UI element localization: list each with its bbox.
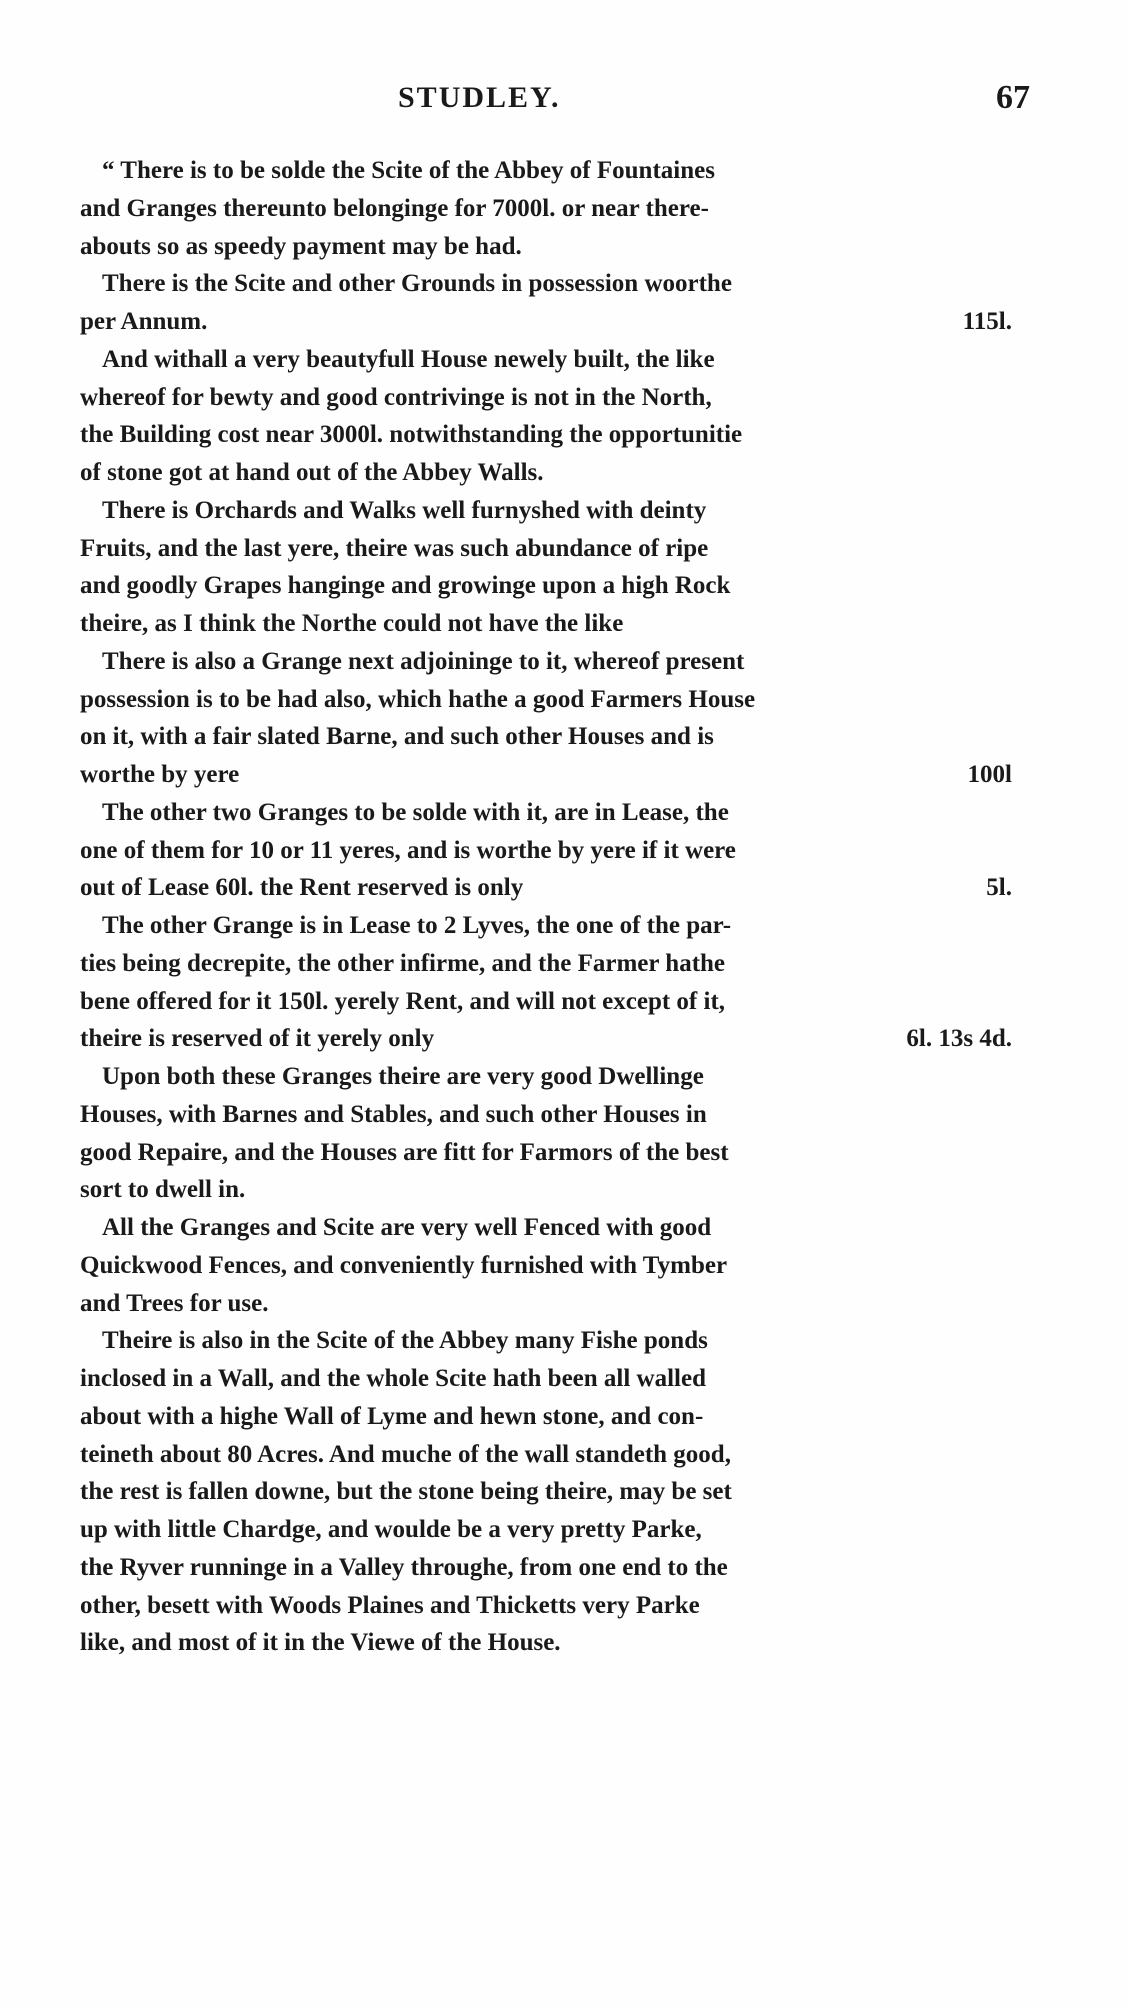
line-text: Theire is also in the Scite of the Abbey many Fishe ponds	[102, 1327, 708, 1355]
text-line	[80, 794, 1020, 832]
line-text: There is the Scite and other Grounds in possession woorthe	[102, 270, 732, 298]
line-text: the rest is fallen downe, but the stone being theire, may be set	[80, 1478, 732, 1506]
line-text: Houses, with Barnes and Stables, and such other Houses in	[80, 1100, 707, 1128]
line-text: abouts so as speedy payment may be had.	[80, 232, 522, 260]
line-text: one of them for 10 or 11 yeres, and is worthe by yere if it were	[80, 836, 736, 864]
line-text: the Building cost near 3000l. notwithstanding the opportunitie	[80, 421, 743, 449]
line-text: per Annum.	[80, 308, 208, 335]
text-line	[80, 1322, 1020, 1360]
line-text: and Trees for use.	[80, 1289, 269, 1317]
line-text: whereof for bewty and good contrivinge is not in the North,	[80, 383, 712, 411]
text-line	[80, 379, 1020, 417]
line-text: up with little Chardge, and woulde be a very pretty Parke,	[80, 1516, 702, 1543]
line-text: There is Orchards and Walks well furnyshed with deinty	[102, 496, 707, 524]
line-text: All the Granges and Scite are very well Fenced with good	[102, 1214, 712, 1241]
text-line	[80, 643, 1020, 681]
line-text: sort to dwell in.	[80, 1176, 246, 1204]
text-line	[80, 1473, 1020, 1511]
text-line	[80, 1020, 1020, 1058]
text-line	[80, 605, 1020, 643]
line-text: on it, with a fair slated Barne, and such other Houses and is	[80, 723, 714, 751]
text-line	[80, 1285, 1020, 1323]
text-line	[80, 1209, 1020, 1247]
line-text: Fruits, and the last yere, theire was such abundance of ripe	[80, 534, 709, 562]
line-text: theire is reserved of it yerely only	[80, 1025, 435, 1053]
text-line	[80, 1549, 1020, 1587]
line-text: the Ryver runninge in a Valley throughe, from one end to the	[80, 1553, 728, 1581]
line-text: about with a highe Wall of Lyme and hewn stone, and con-	[80, 1402, 704, 1430]
line-text: teineth about 80 Acres. And muche of the wall standeth good,	[80, 1440, 731, 1468]
line-text: and Granges thereunto belonginge for 7000l. or near there-	[80, 194, 709, 222]
line-text: “ There is to be solde the Scite of the Abbey of Fountaines	[102, 157, 715, 184]
line-text: The other Grange is in Lease to 2 Lyves, the one of the par-	[102, 912, 732, 939]
line-text: possession is to be had also, which hathe a good Farmers House	[80, 685, 756, 713]
line-text: inclosed in a Wall, and the whole Scite hath been all walled	[80, 1365, 707, 1392]
line-text: and goodly Grapes hanginge and growinge upon a high Rock	[80, 572, 731, 600]
line-text: And withall a very beautyfull House newely built, the like	[102, 345, 715, 373]
text-line	[80, 1134, 1020, 1172]
text-line	[80, 265, 1020, 303]
text-line	[80, 303, 1020, 341]
line-text: good Repaire, and the Houses are fitt for Farmors of the best	[80, 1138, 729, 1166]
text-line	[80, 718, 1020, 756]
text-line	[80, 832, 1020, 870]
text-line	[80, 869, 1020, 907]
text-line	[80, 1360, 1020, 1398]
text-line	[80, 945, 1020, 983]
text-line	[80, 567, 1020, 605]
text-line	[80, 1398, 1020, 1436]
line-text: out of Lease 60l. the Rent reserved is only	[80, 874, 524, 902]
text-line	[80, 756, 1020, 794]
text-line	[80, 1624, 1020, 1662]
line-text: theire, as I think the Northe could not have the like	[80, 610, 624, 637]
running-title: STUDLEY.	[398, 81, 561, 114]
line-text: of stone got at hand out of the Abbey Walls.	[80, 459, 544, 486]
text-line	[80, 907, 1020, 945]
line-text: Quickwood Fences, and conveniently furnished with Tymber	[80, 1251, 728, 1279]
line-amount: 6l. 13s 4d.	[906, 1025, 1012, 1053]
text-line	[80, 190, 1020, 228]
text-line	[80, 492, 1020, 530]
line-text: Upon both these Granges theire are very good Dwellinge	[102, 1063, 704, 1090]
text-line	[80, 681, 1020, 719]
page-number: 67	[996, 79, 1030, 116]
line-amount: 5l.	[986, 874, 1012, 902]
text-line	[80, 1436, 1020, 1474]
text-line	[80, 416, 1020, 454]
text-line	[80, 1058, 1020, 1096]
line-amount: 100l	[967, 761, 1012, 788]
body-text	[80, 152, 1020, 1662]
line-text: like, and most of it in the Viewe of the House.	[80, 1629, 561, 1657]
text-line	[80, 1587, 1020, 1625]
line-amount: 115l.	[962, 308, 1012, 335]
line-text: worthe by yere	[80, 761, 240, 788]
line-text: other, besett with Woods Plaines and Thicketts very Parke	[80, 1591, 700, 1619]
text-line	[80, 228, 1020, 266]
line-text: There is also a Grange next adjoininge to it, whereof present	[102, 647, 745, 675]
text-line	[80, 1171, 1020, 1209]
text-line	[80, 1096, 1020, 1134]
text-line	[80, 152, 1020, 190]
text-line	[80, 983, 1020, 1021]
running-head	[80, 78, 1030, 118]
line-text: The other two Granges to be solde with it, are in Lease, the	[102, 798, 729, 826]
text-line	[80, 1511, 1020, 1549]
text-line	[80, 454, 1020, 492]
line-text: bene offered for it 150l. yerely Rent, and will not except of it,	[80, 987, 726, 1015]
text-line	[80, 341, 1020, 379]
line-text: ties being decrepite, the other infirme, and the Farmer hathe	[80, 949, 726, 977]
text-line	[80, 1247, 1020, 1285]
text-line	[80, 530, 1020, 568]
